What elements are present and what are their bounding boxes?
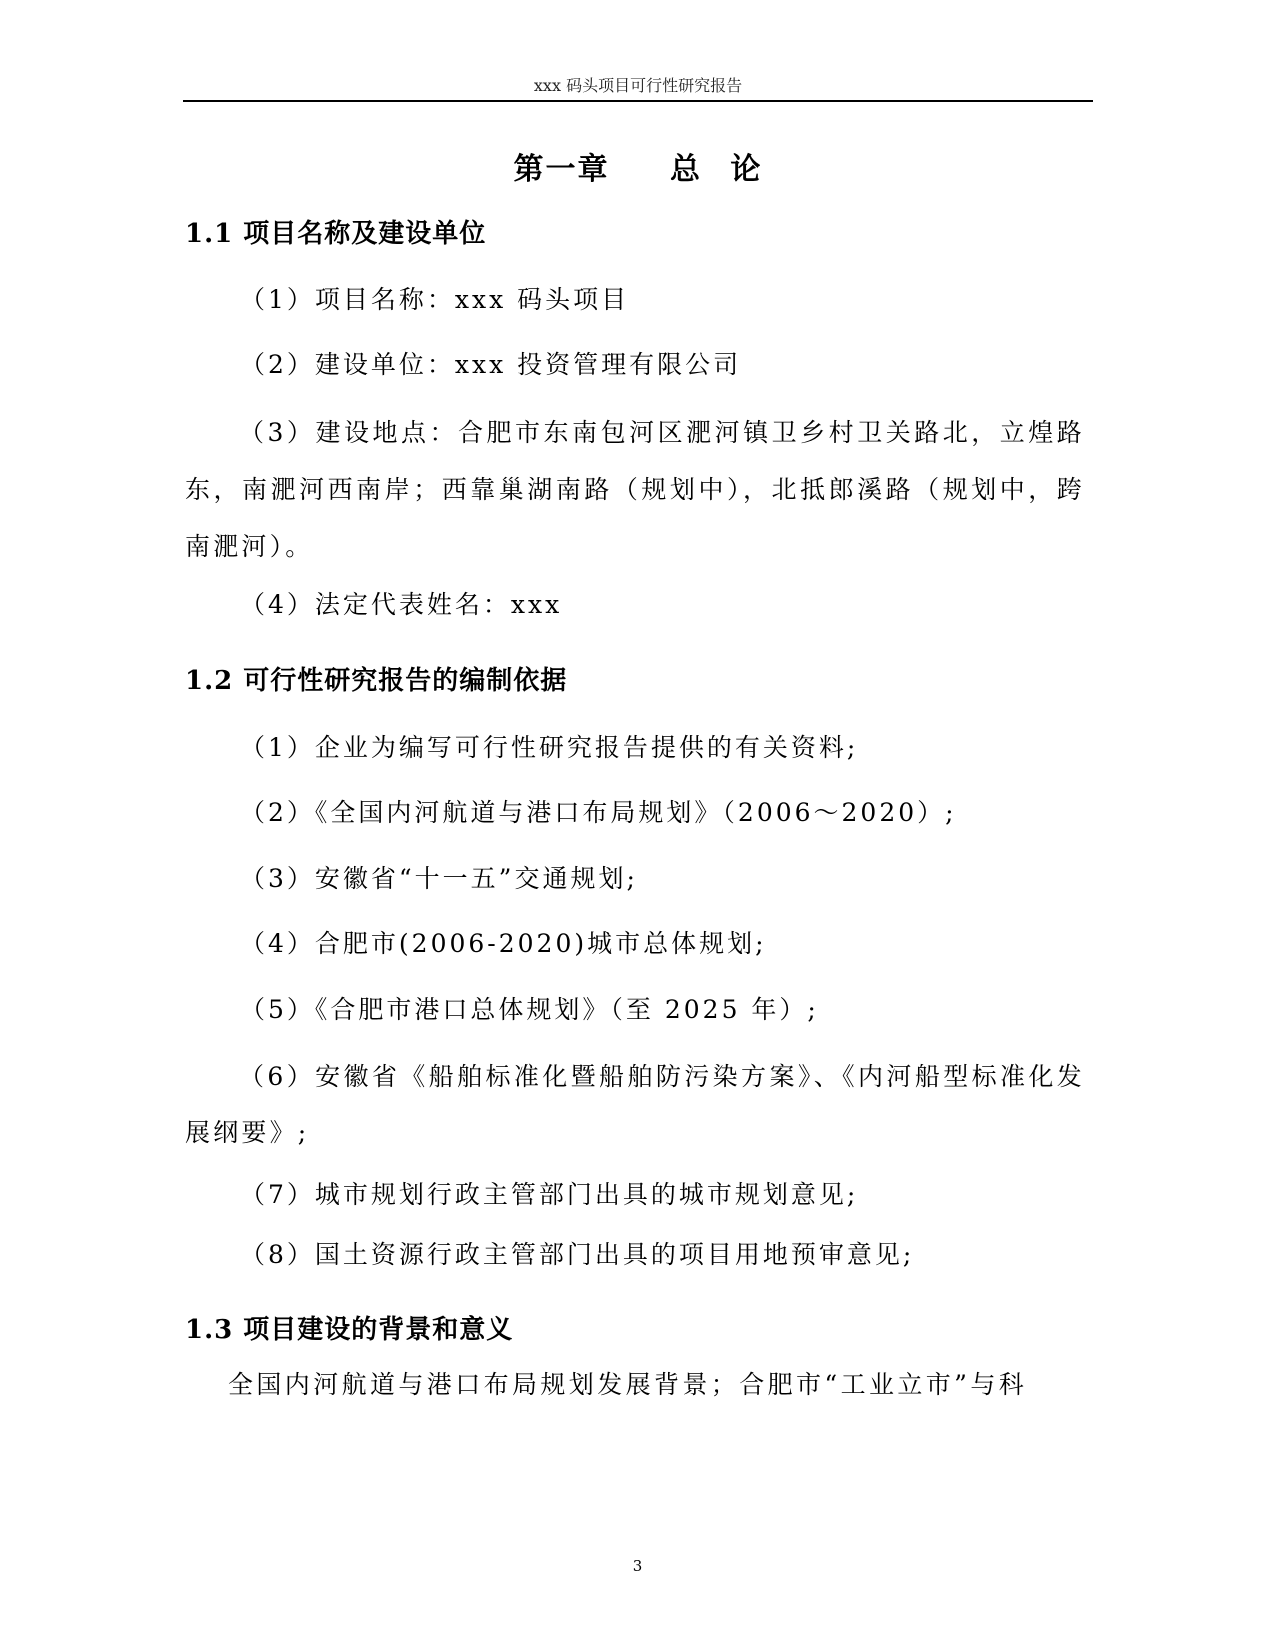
section-1-2-item-6: （6）安徽省《船舶标准化暨船舶防污染方案》、《内河船型标准化发展纲要》; — [185, 1062, 1085, 1147]
section-1-2-item-3: （3）安徽省“十一五”交通规划; — [240, 864, 638, 893]
section-1-2-item-4: （4）合肥市(2006-2020)城市总体规划; — [240, 929, 767, 958]
page-number: 3 — [632, 1557, 643, 1575]
section-1-3-body: 全国内河航道与港口布局规划发展背景；合肥市“工业立市”与科 — [228, 1370, 1028, 1399]
header-rule — [183, 100, 1093, 102]
section-1-2-item-8: （8）国土资源行政主管部门出具的项目用地预审意见; — [240, 1240, 915, 1269]
section-1-2-item-7: （7）城市规划行政主管部门出具的城市规划意见; — [240, 1180, 859, 1209]
section-heading-1-3: 1.3 项目建设的背景和意义 — [185, 1315, 514, 1345]
section-heading-1-2: 1.2 可行性研究报告的编制依据 — [185, 666, 568, 696]
running-header: xxx 码头项目可行性研究报告 — [533, 76, 743, 95]
section-1-2-item-2: （2）《全国内河航道与港口布局规划》（2006～2020）; — [240, 798, 957, 827]
section-1-2-item-1: （1）企业为编写可行性研究报告提供的有关资料; — [240, 733, 859, 762]
section-1-2-item-5: （5）《合肥市港口总体规划》（至 2025 年）; — [240, 995, 819, 1024]
section-heading-1-1: 1.1 项目名称及建设单位 — [185, 219, 487, 249]
chapter-title: 第一章 总 论 — [513, 152, 763, 187]
section-1-1-item-2: （2）建设单位：xxx 投资管理有限公司 — [240, 350, 742, 379]
section-1-1-item-3: （3）建设地点：合肥市东南包河区淝河镇卫乡村卫关路北，立煌路东，南淝河西南岸；西靠巢湖南路（规划中），北抵郎溪路（规划中，跨南淝河）。 — [185, 418, 1085, 561]
section-1-1-item-1: （1）项目名称：xxx 码头项目 — [240, 285, 630, 314]
section-1-1-item-4: （4）法定代表姓名：xxx — [240, 590, 563, 619]
